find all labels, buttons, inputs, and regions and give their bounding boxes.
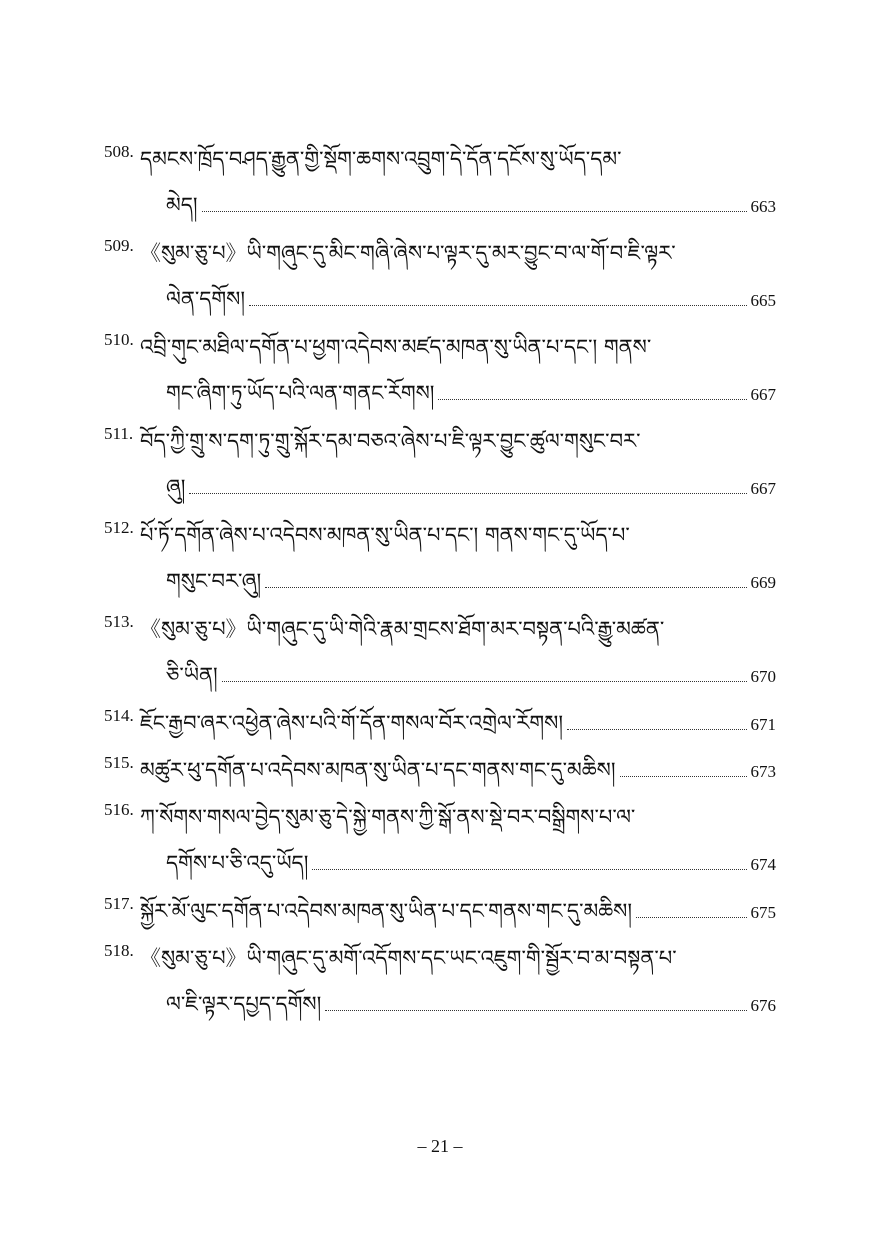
entry-title-continuation: ཅི་ཡིན། — [166, 663, 218, 687]
entry-page-number: 663 — [750, 197, 776, 216]
entry-page-number: 667 — [750, 479, 776, 498]
entry-title-line: པོ་ཏོ་དགོན་ཞེས་པ་འདེབས་མཁན་སུ་ཡིན་པ་དང་། གནས་གང་དུ་ཡོད་པ་ — [140, 523, 630, 547]
dot-leader — [636, 916, 746, 918]
entry-number: 512. — [104, 518, 134, 537]
entry-page-number: 669 — [750, 573, 776, 592]
dot-leader — [222, 680, 747, 682]
entry-number: 518. — [104, 941, 134, 960]
entry-page-number: 671 — [750, 715, 776, 734]
entry-title-line: 《སུམ་ཅུ་པ》ཡི་གཞུང་དུ་མིང་གཞི་ཞེས་པ་ལྟར་དུ་མར་བྱུང་བ་ལ་གོ་བ་ཇི་ལྟར་ — [140, 241, 676, 265]
entry-number: 513. — [104, 612, 134, 631]
dot-leader — [265, 586, 746, 588]
entry-title-line: ཇོང་རྒྱབ་ཞར་འཕྱེན་ཞེས་པའི་གོ་དོན་གསལ་བོར་འགྲེལ་རོགས། — [140, 711, 563, 735]
entry-title-continuation: གང་ཞིག་ཏུ་ཡོད་པའི་ལན་གནང་རོགས། — [166, 381, 435, 405]
entry-title-line: མཚུར་ཕུ་དགོན་པ་འདེབས་མཁན་སུ་ཡིན་པ་དང་གནས་གང་དུ་མཆིས། — [140, 758, 616, 782]
entry-number: 509. — [104, 236, 134, 255]
entry-page-number: 670 — [750, 667, 776, 686]
entry-page-number: 667 — [750, 385, 776, 404]
dot-leader — [325, 1009, 746, 1011]
entry-page-number: 675 — [750, 903, 776, 922]
entry-number: 515. — [104, 753, 134, 772]
entry-title-line: བོད་ཀྱི་གྲུ་ས་དག་ཏུ་གྲུ་སྐོར་དམ་བཅའ་ཞེས་པ་ཇི་ལྟར་བྱུང་ཚུལ་གསུང་བར་ — [140, 429, 641, 453]
entry-page-number: 674 — [750, 855, 776, 874]
entry-page-number: 665 — [750, 291, 776, 310]
dot-leader — [312, 868, 746, 870]
entry-title-continuation: གསུང་བར་ཞུ། — [166, 569, 262, 593]
entry-title-continuation: ཞུ། — [166, 475, 186, 499]
dot-leader — [189, 492, 746, 494]
entry-number: 510. — [104, 330, 134, 349]
entry-number: 514. — [104, 706, 134, 725]
entry-title-line: དམངས་ཁྲོད་བཤད་རྒྱུན་གྱི་སྡོག་ཆགས་འབྲུག་དེ་དོན་དངོས་སུ་ཡོད་དམ་ — [140, 147, 622, 171]
dot-leader — [438, 398, 746, 400]
entry-title-continuation: དགོས་པ་ཅི་འདུ་ཡོད། — [166, 851, 309, 875]
entry-page-number: 673 — [750, 762, 776, 781]
entry-title-line: སྐྱོར་མོ་ལུང་དགོན་པ་འདེབས་མཁན་སུ་ཡིན་པ་དང་གནས་གང་དུ་མཆིས། — [140, 899, 633, 923]
entry-title-line: ཀ་སོགས་གསལ་བྱེད་སུམ་ཅུ་དེ་སྐྱེ་གནས་ཀྱི་སྒོ་ནས་སྡེ་བར་བསྒྲིགས་པ་ལ་ — [140, 805, 636, 829]
dot-leader — [202, 210, 747, 212]
dot-leader — [567, 728, 747, 730]
entry-title-continuation: ལེན་དགོས། — [166, 287, 246, 311]
entry-number: 511. — [104, 424, 134, 443]
entry-number: 508. — [104, 142, 134, 161]
entry-title-line: 《སུམ་ཅུ་པ》ཡི་གཞུང་དུ་མགོ་འདོགས་དང་ཡང་འཇུག་གི་སྦྱོར་བ་མ་བསྟན་པ་ — [140, 946, 677, 970]
entry-page-number: 676 — [750, 996, 776, 1015]
entry-number: 517. — [104, 894, 134, 913]
page-number-footer: – 21 – — [417, 1136, 463, 1156]
entry-title-continuation: མེད། — [166, 193, 198, 217]
entry-title-line: 《སུམ་ཅུ་པ》ཡི་གཞུང་དུ་ཡི་གེའི་རྣམ་གྲངས་ཐོག་མར་བསྟན་པའི་རྒྱུ་མཚན་ — [140, 617, 665, 641]
entry-title-continuation: ལ་ཇི་ལྟར་དཔྱད་དགོས། — [166, 992, 322, 1016]
entry-title-line: འབྲི་གུང་མཐིལ་དགོན་པ་ཕྱག་འདེབས་མཛད་མཁན་སུ་ཡིན་པ་དང་། གནས་ — [140, 335, 652, 359]
dot-leader — [249, 304, 746, 306]
dot-leader — [620, 775, 747, 777]
entry-continuation-row — [166, 981, 776, 1040]
entry-number: 516. — [104, 800, 134, 819]
